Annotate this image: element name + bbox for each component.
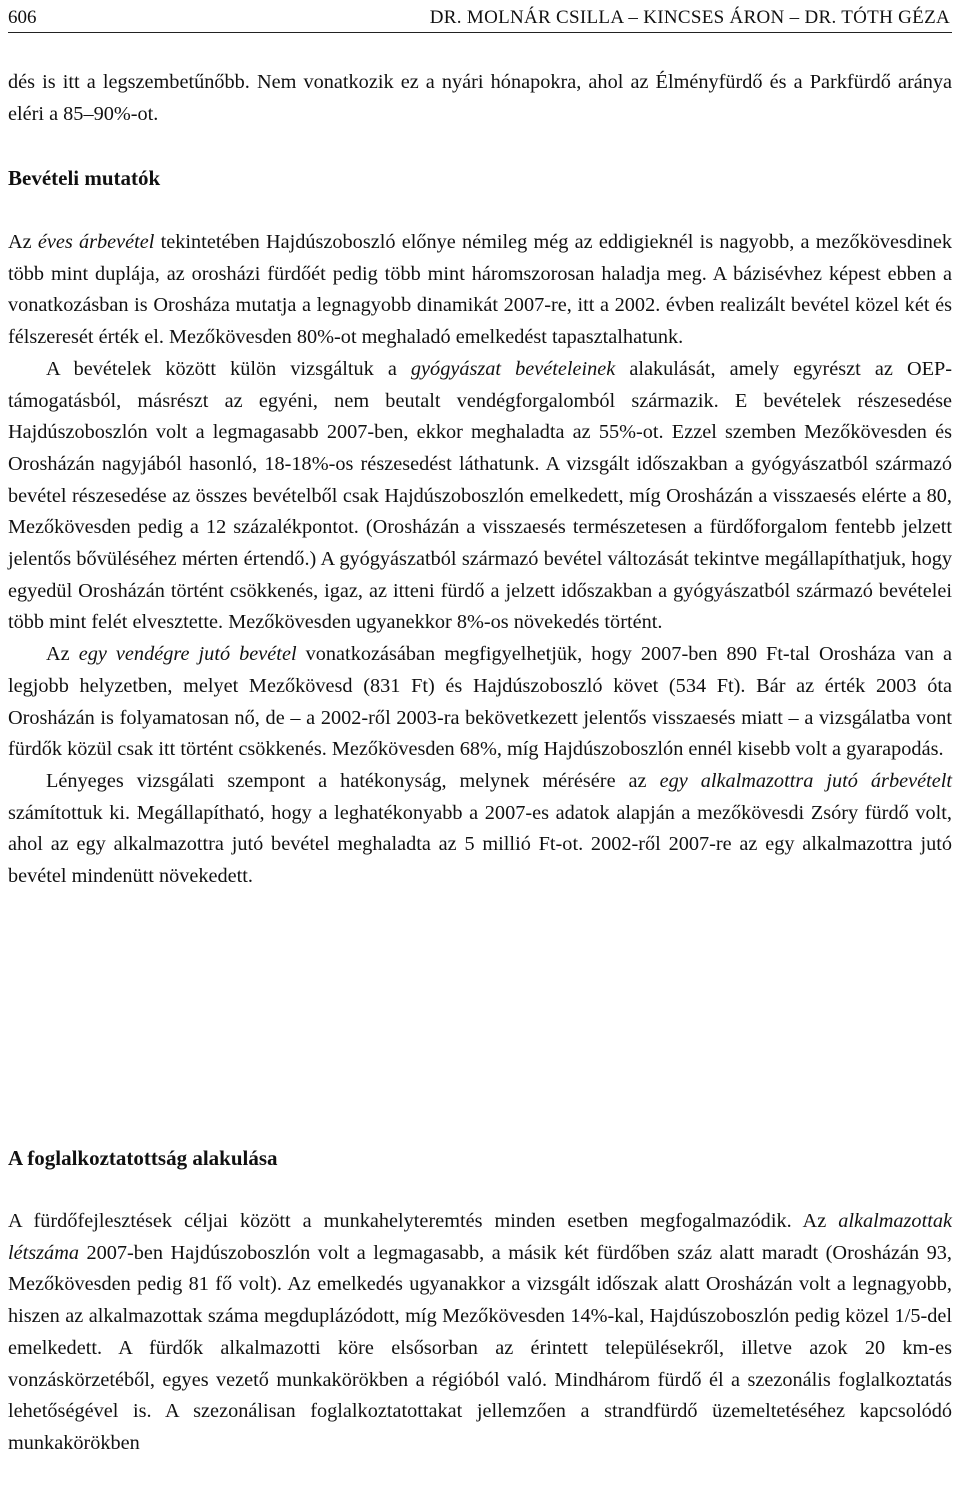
- italic-term: egy alkalmazottra jutó árbevételt: [659, 769, 952, 792]
- paragraph-revenue-per-guest: [8, 639, 952, 766]
- italic-term: gyógyászat bevételeinek: [410, 357, 616, 380]
- paragraph-text: A bevételek között külön vizsgáltuk a: [46, 357, 411, 380]
- paragraph-text: számítottuk ki. Megállapítható, hogy a leghatékonyabb a 2007-es adatok alapján a mezőkövesdi Zsóry fürdő volt, ahol az egy alkalmazottra jutó bevétel meghaladta az 5 millió Ft-ot. 2002-ről 2007-re az egy alkalmazottra jutó bevétel mindenütt növekedett.: [8, 801, 952, 888]
- italic-term: egy vendégre jutó bevétel: [78, 643, 297, 666]
- paragraph-text: tekintetében Hajdúszoboszló előnye némileg még az eddigieknél is nagyobb, a mezőkövesdinek több mint duplája, az orosházi fürdőét pedig több mint háromszorosan haladja meg. A bázisévhez képest ebben a vonatkozásban is Orosháza mutatja a legnagyobb dinamikát 2007-re, itt a 2002. évben realizált bevétel közel két és félszeresét érték el. Mezőkövesden 80%-ot meghaladó emelkedést tapasztalhatunk.: [8, 231, 952, 349]
- paragraph-annual-revenue: [8, 227, 952, 354]
- paragraph-text: Az: [46, 643, 79, 666]
- paragraph-text: 2007-ben Hajdúszoboszlón volt a legmagasabb, a másik két fürdőben száz alatt maradt (Orosházán 93, Mezőkövesden pedig 81 fő volt). Az emelkedés ugyanakkor a vizsgált időszak alatt Orosházán volt a legnagyobb, hiszen az alkalmazottak száma megduplázódott, míg Mezőkövesden 14%-kal, Hajdúszoboszlón pedig közel 1/5-del emelkedett. A fürdők alkalmazotti köre elsősorban az érintett településekről, illetve azok 20 km-es vonzáskörzetéből, egyes vezető munkakörökben a régióból való. Mindhárom fürdő él a szezonális foglalkoztatás lehetőségével is. A szezonálisan foglalkoztatottakat jellemzően a strandfürdő üzemeltetéséhez kapcsolódó munkakörökben: [8, 1241, 952, 1454]
- italic-term: alkalmazottak létszáma: [8, 1210, 952, 1264]
- section-employment-body: [8, 1206, 952, 1460]
- running-head: [8, 4, 952, 33]
- paragraph-continuation: [8, 67, 952, 130]
- running-head-authors: DR. MOLNÁR CSILLA – KINCSES ÁRON – DR. TÓTH GÉZA: [429, 7, 950, 28]
- paragraph-text: Az: [8, 231, 38, 253]
- section-heading-employment: A foglalkoztatottság alakulása: [8, 1146, 278, 1170]
- section-revenue-body: [8, 227, 952, 893]
- paragraph-text: dés is itt a legszembetűnőbb. Nem vonatkozik ez a nyári hónapokra, ahol az Élményfürdő és a Parkfürdő aránya eléri a 85–90%-ot.: [8, 71, 952, 125]
- section-heading-revenue: Bevételi mutatók: [8, 166, 161, 190]
- paragraph-medical-revenue: [8, 354, 952, 639]
- paragraph-text: alakulását, amely egyrészt az OEP-támogatásból, másrészt az egyéni, nem beutalt vendégforgalomból származik. E bevételek részesedése Hajdúszoboszlón volt a legmagasabb 2007-ben, ekkor meghaladta az 55%-ot. Ezzel szemben Mezőkövesden és Orosházán nagyjából hasonló, 18-18%-os részesedést láthatunk. A vizsgált időszakban a gyógyászatból származó bevétel részesedése az összes bevételből csak Hajdúszoboszlón emelkedett, míg Orosházán a visszaesés elérte a 80, Mezőkövesden pedig a 12 százalékpontot. (Orosházán a visszaesés természetesen a fürdőforgalom fentebb jelzett jelentős bővüléséhez mérten értendő.) A gyógyászatból származó bevétel változását tekintve megállapíthatjuk, hogy egyedül Orosházán történt csökkenés, igaz, az itteni fürdő a jelzett időszakban a gyógyászatból származó bevételei több mint felét elvesztette. Mezőkövesden ugyanekkor 8%-os növekedés történt.: [8, 357, 953, 634]
- paragraph-revenue-per-employee: [8, 766, 952, 893]
- paragraph-employment: [8, 1206, 952, 1460]
- page-number: 606: [8, 7, 37, 28]
- paragraph-text: Lényeges vizsgálati szempont a hatékonyság, melynek mérésére az: [46, 769, 660, 792]
- italic-term: éves árbevétel: [37, 231, 155, 253]
- paragraph-text: A fürdőfejlesztések céljai között a munkahelyteremtés minden esetben megfogalmazódik. Az: [8, 1210, 839, 1232]
- paragraph-text: vonatkozásában megfigyelhetjük, hogy 2007-ben 890 Ft-tal Orosháza van a legjobb helyzetben, melyet Mezőkövesd (831 Ft) és Hajdúszoboszló követ (534 Ft). Bár az érték 2003 óta Orosházán is folyamatosan nő, de – a 2002-ről 2003-ra bekövetkezett jelentős visszaesés miatt – a vizsgálatba vont fürdők közül csak itt történt csökkenés. Mezőkövesden 68%, míg Hajdúszoboszlón ennél kisebb volt a gyarapodás.: [8, 643, 952, 761]
